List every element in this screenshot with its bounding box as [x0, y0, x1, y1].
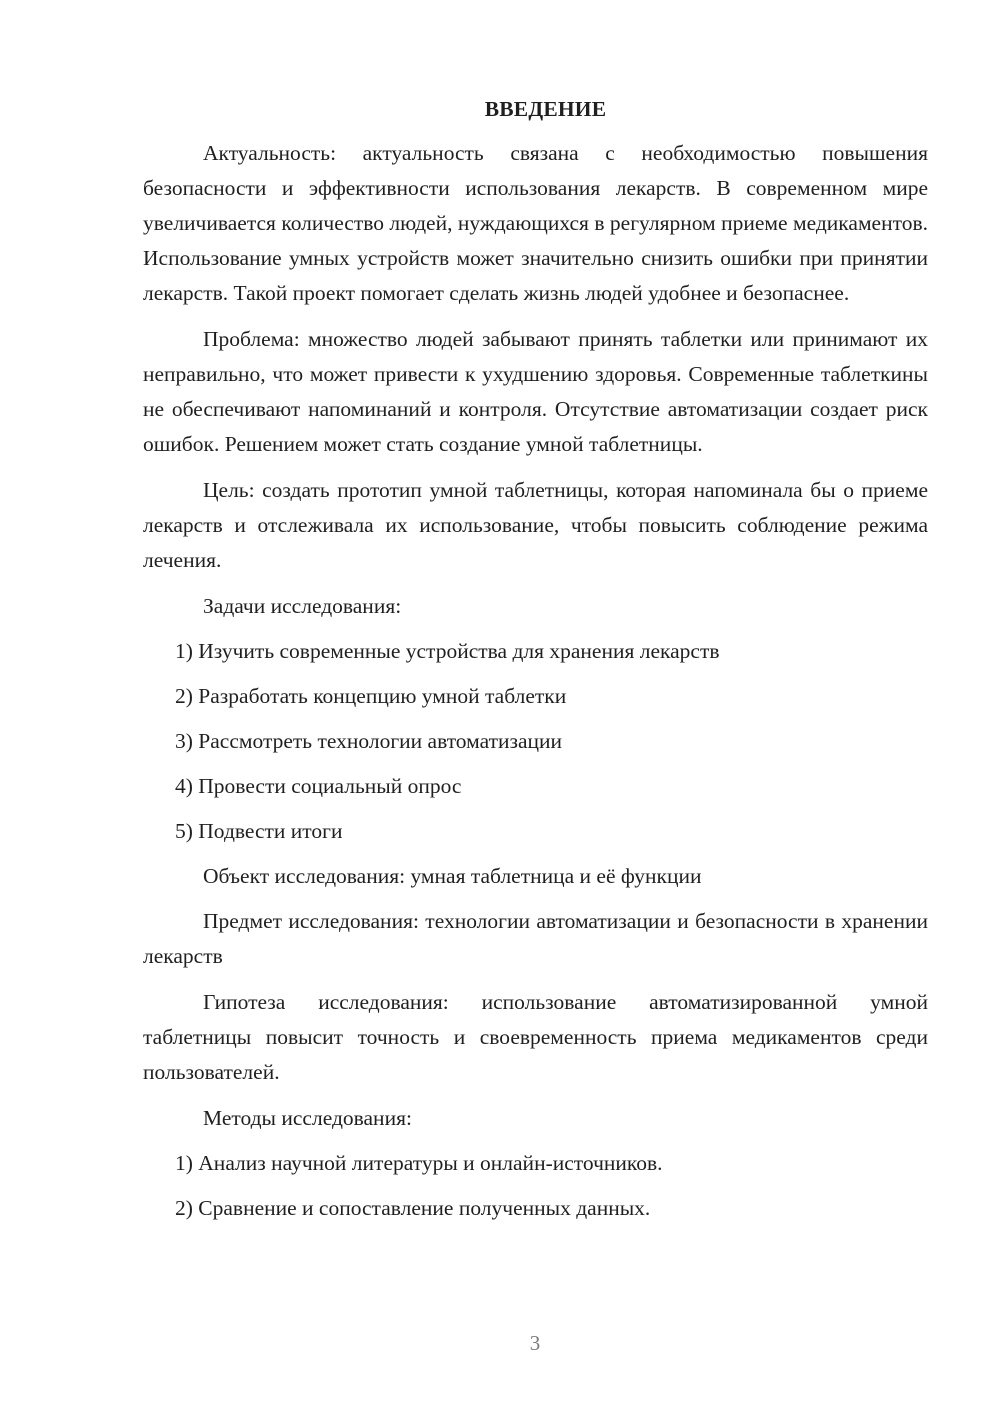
list-item: 1) Анализ научной литературы и онлайн-источников.	[175, 1151, 663, 1175]
section-heading: ВВЕДЕНИЕ	[484, 97, 607, 121]
list-item: 3) Рассмотреть технологии автоматизации	[175, 729, 563, 753]
tasks-title: Задачи исследования:	[203, 594, 402, 618]
methods-title: Методы исследования:	[203, 1106, 412, 1130]
problem-paragraph: Проблема: множество людей забывают принять таблетки или принимают их неправильно, что может привести к ухудшению здоровья. Современные таблеткины не обеспечивают напоминаний и контроля. Отсутствие автоматизации создает риск ошибок. Решением может стать создание умной таблетницы.	[143, 327, 928, 456]
relevance-paragraph: Актуальность: актуальность связана с необходимостью повышения безопасности и эффективности использования лекарств. В современном мире увеличивается количество людей, нуждающихся в регулярном приеме медикаментов. Использование умных устройств может значительно снизить ошибки при принятии лекарств. Такой проект помогает сделать жизнь людей удобнее и безопаснее.	[143, 141, 928, 305]
tasks-list	[143, 634, 928, 849]
object-paragraph: Объект исследования: умная таблетница и её функции	[203, 864, 702, 888]
page-number: 3	[529, 1331, 541, 1355]
page-content	[143, 92, 928, 1236]
hypothesis-paragraph: Гипотеза исследования: использование автоматизированной умной таблетницы повысит точность и своевременность приема медикаментов среди пользователей.	[143, 990, 928, 1084]
list-item: 4) Провести социальный опрос	[175, 774, 462, 798]
list-item: 5) Подвести итоги	[175, 819, 343, 843]
list-item: 2) Сравнение и сопоставление полученных данных.	[175, 1196, 651, 1220]
methods-list	[143, 1146, 928, 1226]
goal-paragraph: Цель: создать прототип умной таблетницы, которая напоминала бы о приеме лекарств и отслеживала их использование, чтобы повысить соблюдение режима лечения.	[143, 478, 928, 572]
list-item: 1) Изучить современные устройства для хранения лекарств	[175, 639, 720, 663]
list-item: 2) Разработать концепцию умной таблетки	[175, 684, 567, 708]
subject-paragraph: Предмет исследования: технологии автоматизации и безопасности в хранении лекарств	[143, 909, 928, 968]
